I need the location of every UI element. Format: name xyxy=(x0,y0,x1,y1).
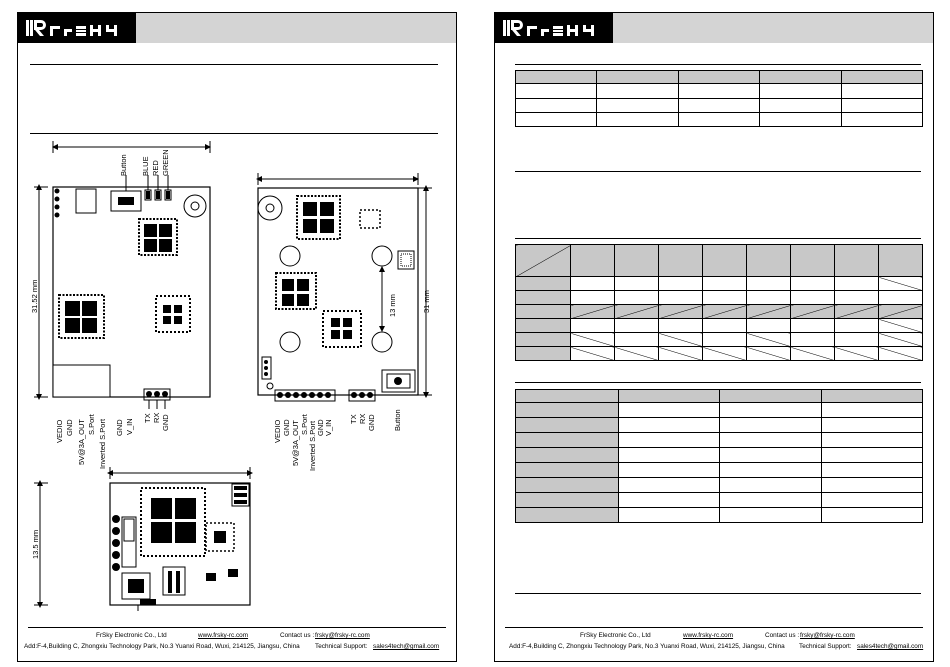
pin-label: TX xyxy=(349,414,358,424)
led-label: BLUE xyxy=(141,156,150,176)
pin-label: GND xyxy=(316,419,325,436)
footer-company: FrSky Electronic Co., Ltd xyxy=(96,632,167,639)
footer-contact-label: Contact us : xyxy=(280,632,315,639)
footer-contact-label: Contact us : xyxy=(765,632,800,639)
pin-label: GND xyxy=(115,419,124,436)
footer-website[interactable]: www.frsky-rc.com xyxy=(198,632,249,639)
dimension-label: 13.5 mm xyxy=(31,529,40,559)
footer-address: Add:F-4,Building C, Zhongxiu Technology Park, No.3 Yuanxi Road, Wuxi, 214125, Jiangsu, China xyxy=(509,643,785,650)
footer-support-email[interactable]: sales4tech@gmail.com xyxy=(373,643,440,650)
pin-label: GND xyxy=(161,414,170,431)
footer-company: FrSky Electronic Co., Ltd xyxy=(580,632,651,639)
frsky-logo xyxy=(495,13,613,43)
footer-support-email[interactable]: sales4tech@gmail.com xyxy=(857,643,924,650)
pin-label: V_IN xyxy=(324,419,333,436)
right-page xyxy=(494,12,934,662)
section-divider xyxy=(515,64,921,65)
pin-label: GND xyxy=(65,419,74,436)
footer-address: Add:F-4,Building C, Zhongxiu Technology Park, No.3 Yuanxi Road, Wuxi, 214125, Jiangsu, China xyxy=(24,643,300,650)
footer-divider xyxy=(28,627,446,628)
pin-label: VEDIO xyxy=(55,419,64,443)
pin-label: Inverted S.Port xyxy=(308,420,317,471)
pin-label: RX xyxy=(358,413,367,424)
config-matrix-table xyxy=(515,244,923,361)
dimension-label: 31 mm xyxy=(422,290,431,313)
footer-divider xyxy=(505,627,923,628)
led-label: RED xyxy=(151,160,160,176)
pin-label: VEDIO xyxy=(273,419,282,443)
pin-label: Inverted S.Port xyxy=(98,418,107,469)
pin-label: TX xyxy=(143,413,152,423)
page-header xyxy=(495,13,933,43)
button-label: Button xyxy=(393,409,402,431)
footer-website[interactable]: www.frsky-rc.com xyxy=(683,632,734,639)
left-page xyxy=(17,12,457,662)
spec-table-3 xyxy=(515,389,923,523)
spec-table-1 xyxy=(515,70,923,127)
section-divider xyxy=(515,593,921,594)
led-label: Button xyxy=(119,154,128,176)
pin-label: S.Port xyxy=(300,414,309,435)
dimension-label: 31.52 mm xyxy=(30,279,39,313)
pin-label: S.Port xyxy=(87,414,96,435)
footer-contact-email[interactable]: frsky@frsky-rc.com xyxy=(800,632,855,639)
pin-label: RX xyxy=(152,412,161,423)
header-band xyxy=(613,13,933,43)
section-divider xyxy=(515,238,921,239)
footer-contact-email[interactable]: frsky@frsky-rc.com xyxy=(315,632,370,639)
led-label: GREEN xyxy=(161,149,170,176)
pin-label: 5V@3A_OUT xyxy=(77,419,86,465)
section-divider xyxy=(515,171,921,172)
dimension-label: 13 mm xyxy=(388,294,397,317)
pin-label: V_IN xyxy=(125,418,134,435)
pin-label: GND xyxy=(367,414,376,431)
footer-support-label: Technical Support: xyxy=(799,643,852,650)
pin-label: 5V@3A_OUT xyxy=(291,420,300,466)
section-divider xyxy=(515,382,921,383)
pin-label: GND xyxy=(282,419,291,436)
footer-support-label: Technical Support: xyxy=(315,643,368,650)
